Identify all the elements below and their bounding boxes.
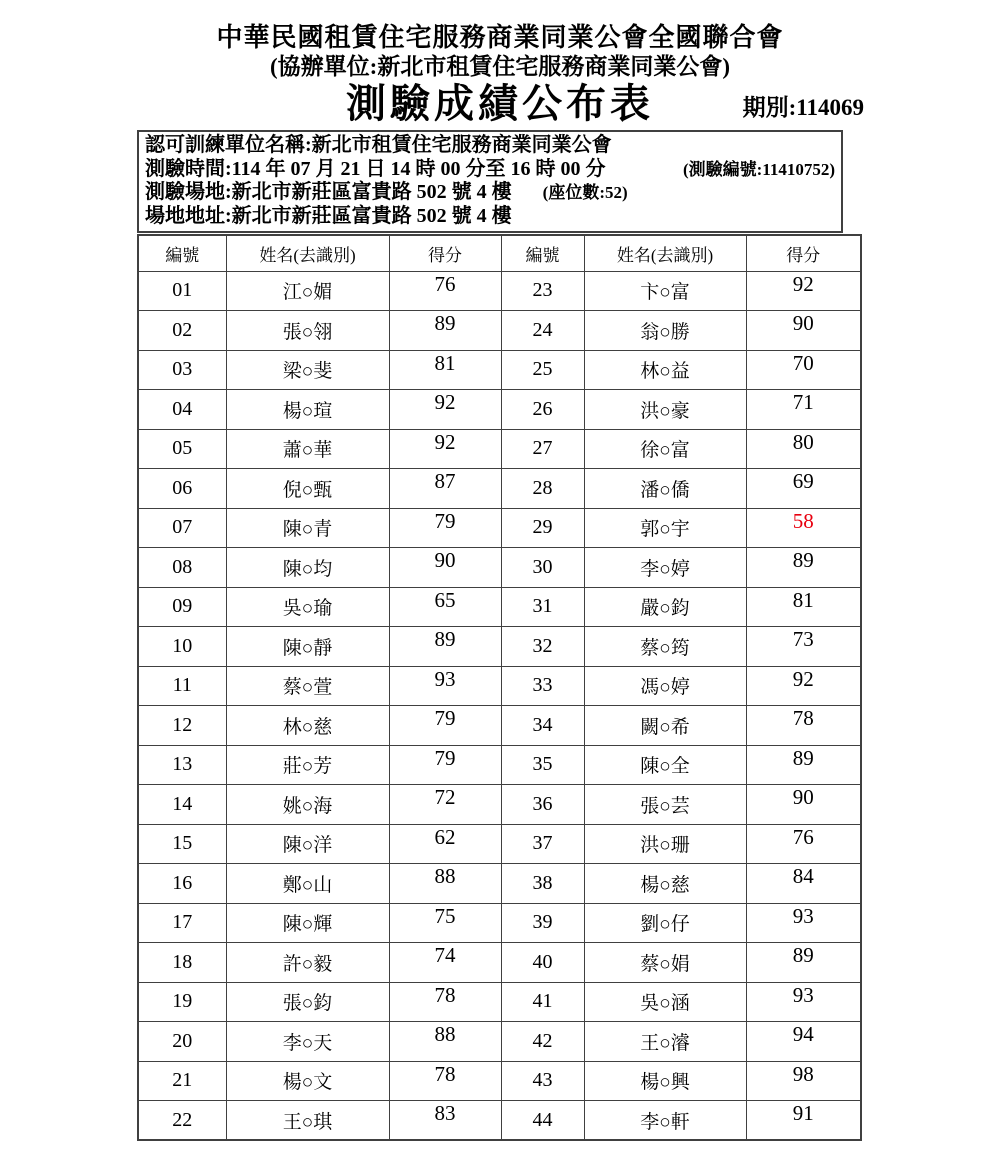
exam-info-box [137, 130, 843, 233]
candidate-name-cell: 吳○瑜 [226, 587, 389, 627]
candidate-no-cell: 42 [501, 1022, 584, 1062]
candidate-no-cell: 07 [138, 508, 226, 548]
score-row [138, 943, 861, 983]
candidate-name-cell: 翁○勝 [584, 311, 746, 351]
candidate-no-cell: 26 [501, 390, 584, 430]
candidate-name-cell: 闕○希 [584, 706, 746, 746]
score-row [138, 508, 861, 548]
candidate-name-cell: 蔡○娟 [584, 943, 746, 983]
score-cell: 92 [389, 390, 501, 430]
score-cell: 90 [389, 548, 501, 588]
score-row [138, 587, 861, 627]
score-cell: 58 [746, 508, 861, 548]
score-row [138, 982, 861, 1022]
score-cell: 89 [746, 548, 861, 588]
candidate-name-cell: 陳○洋 [226, 824, 389, 864]
candidate-name-cell: 許○毅 [226, 943, 389, 983]
candidate-name-cell: 林○益 [584, 350, 746, 390]
col-header-score-left: 得分 [389, 235, 501, 271]
candidate-name-cell: 潘○僑 [584, 469, 746, 509]
candidate-name-cell: 鄭○山 [226, 864, 389, 904]
candidate-name-cell: 劉○仔 [584, 903, 746, 943]
co-organizer-line: (協辦單位:新北市租賃住宅服務商業同業公會) [270, 54, 730, 79]
candidate-no-cell: 24 [501, 311, 584, 351]
candidate-name-cell: 梁○斐 [226, 350, 389, 390]
candidate-no-cell: 25 [501, 350, 584, 390]
candidate-name-cell: 張○芸 [584, 785, 746, 825]
candidate-no-cell: 13 [138, 745, 226, 785]
score-cell: 91 [746, 1101, 861, 1141]
candidate-name-cell: 林○慈 [226, 706, 389, 746]
score-cell: 79 [389, 745, 501, 785]
score-cell: 83 [389, 1101, 501, 1141]
candidate-name-cell: 蔡○筠 [584, 627, 746, 667]
score-table [137, 234, 862, 1141]
candidate-name-cell: 徐○富 [584, 429, 746, 469]
candidate-no-cell: 27 [501, 429, 584, 469]
candidate-no-cell: 02 [138, 311, 226, 351]
score-cell: 79 [389, 508, 501, 548]
candidate-name-cell: 江○媚 [226, 271, 389, 311]
score-row [138, 548, 861, 588]
candidate-name-cell: 嚴○鈞 [584, 587, 746, 627]
candidate-no-cell: 18 [138, 943, 226, 983]
score-cell: 92 [746, 271, 861, 311]
candidate-no-cell: 19 [138, 982, 226, 1022]
score-cell: 84 [746, 864, 861, 904]
score-cell: 74 [389, 943, 501, 983]
score-cell: 81 [389, 350, 501, 390]
score-cell: 70 [746, 350, 861, 390]
exam-time-line [145, 158, 835, 182]
table-header-row [138, 235, 861, 271]
score-row [138, 706, 861, 746]
score-cell: 75 [389, 903, 501, 943]
candidate-no-cell: 35 [501, 745, 584, 785]
candidate-no-cell: 43 [501, 1061, 584, 1101]
score-cell: 92 [746, 666, 861, 706]
seat-count-note: (座位數:52) [542, 183, 628, 202]
score-table-body [138, 271, 861, 1140]
candidate-no-cell: 22 [138, 1101, 226, 1141]
candidate-no-cell: 44 [501, 1101, 584, 1141]
score-row [138, 864, 861, 904]
candidate-name-cell: 吳○涵 [584, 982, 746, 1022]
candidate-name-cell: 蔡○萱 [226, 666, 389, 706]
candidate-name-cell: 陳○全 [584, 745, 746, 785]
score-cell: 90 [746, 311, 861, 351]
score-cell: 89 [389, 627, 501, 667]
score-row [138, 785, 861, 825]
candidate-no-cell: 28 [501, 469, 584, 509]
candidate-no-cell: 29 [501, 508, 584, 548]
candidate-no-cell: 17 [138, 903, 226, 943]
candidate-no-cell: 12 [138, 706, 226, 746]
candidate-no-cell: 31 [501, 587, 584, 627]
title-row [0, 82, 1000, 128]
score-row [138, 469, 861, 509]
exam-venue-text: 測驗場地:新北市新莊區富貴路 502 號 4 樓 [145, 181, 512, 203]
period-label: 期別:114069 [742, 95, 864, 120]
candidate-no-cell: 20 [138, 1022, 226, 1062]
candidate-name-cell: 王○濬 [584, 1022, 746, 1062]
col-header-name-left: 姓名(去識別) [226, 235, 389, 271]
candidate-name-cell: 王○琪 [226, 1101, 389, 1141]
candidate-no-cell: 15 [138, 824, 226, 864]
score-cell: 78 [389, 982, 501, 1022]
score-cell: 79 [389, 706, 501, 746]
candidate-no-cell: 05 [138, 429, 226, 469]
candidate-no-cell: 30 [501, 548, 584, 588]
candidate-name-cell: 楊○慈 [584, 864, 746, 904]
candidate-name-cell: 洪○珊 [584, 824, 746, 864]
training-unit-line: 認可訓練單位名稱:新北市租賃住宅服務商業同業公會 [145, 134, 612, 156]
score-row [138, 1022, 861, 1062]
organization-title: 中華民國租賃住宅服務商業同業公會全國聯合會 [216, 23, 784, 52]
document-header [0, 0, 1000, 128]
candidate-name-cell: 洪○豪 [584, 390, 746, 430]
candidate-name-cell: 楊○文 [226, 1061, 389, 1101]
score-row [138, 666, 861, 706]
candidate-no-cell: 04 [138, 390, 226, 430]
score-cell: 81 [746, 587, 861, 627]
score-cell: 90 [746, 785, 861, 825]
score-cell: 98 [746, 1061, 861, 1101]
exam-venue-line [145, 181, 835, 205]
candidate-name-cell: 卞○富 [584, 271, 746, 311]
candidate-name-cell: 陳○輝 [226, 903, 389, 943]
candidate-name-cell: 陳○均 [226, 548, 389, 588]
candidate-no-cell: 36 [501, 785, 584, 825]
score-row [138, 350, 861, 390]
document-title: 測驗成績公布表 [346, 81, 654, 126]
score-cell: 72 [389, 785, 501, 825]
candidate-name-cell: 李○婷 [584, 548, 746, 588]
candidate-no-cell: 01 [138, 271, 226, 311]
score-cell: 80 [746, 429, 861, 469]
score-cell: 73 [746, 627, 861, 667]
candidate-no-cell: 37 [501, 824, 584, 864]
score-cell: 88 [389, 864, 501, 904]
score-row [138, 627, 861, 667]
score-cell: 87 [389, 469, 501, 509]
candidate-name-cell: 李○軒 [584, 1101, 746, 1141]
col-header-score-right: 得分 [746, 235, 861, 271]
candidate-name-cell: 莊○芳 [226, 745, 389, 785]
candidate-name-cell: 蕭○華 [226, 429, 389, 469]
candidate-name-cell: 張○鈞 [226, 982, 389, 1022]
score-cell: 89 [746, 943, 861, 983]
score-cell: 62 [389, 824, 501, 864]
score-cell: 93 [389, 666, 501, 706]
candidate-name-cell: 李○天 [226, 1022, 389, 1062]
col-header-name-right: 姓名(去識別) [584, 235, 746, 271]
candidate-no-cell: 14 [138, 785, 226, 825]
score-cell: 93 [746, 982, 861, 1022]
candidate-no-cell: 03 [138, 350, 226, 390]
score-cell: 69 [746, 469, 861, 509]
candidate-no-cell: 40 [501, 943, 584, 983]
score-cell: 93 [746, 903, 861, 943]
score-cell: 92 [389, 429, 501, 469]
candidate-name-cell: 陳○靜 [226, 627, 389, 667]
candidate-no-cell: 23 [501, 271, 584, 311]
candidate-no-cell: 09 [138, 587, 226, 627]
score-cell: 76 [389, 271, 501, 311]
candidate-name-cell: 張○翎 [226, 311, 389, 351]
candidate-name-cell: 陳○青 [226, 508, 389, 548]
candidate-no-cell: 21 [138, 1061, 226, 1101]
score-row [138, 271, 861, 311]
candidate-no-cell: 41 [501, 982, 584, 1022]
col-header-no-left: 編號 [138, 235, 226, 271]
score-cell: 76 [746, 824, 861, 864]
candidate-no-cell: 38 [501, 864, 584, 904]
exam-time-text: 測驗時間:114 年 07 月 21 日 14 時 00 分至 16 時 00 分 [145, 157, 606, 180]
candidate-name-cell: 馮○婷 [584, 666, 746, 706]
score-row [138, 1061, 861, 1101]
candidate-name-cell: 倪○甄 [226, 469, 389, 509]
candidate-name-cell: 楊○瑄 [226, 390, 389, 430]
score-cell: 65 [389, 587, 501, 627]
venue-address-line: 場地地址:新北市新莊區富貴路 502 號 4 樓 [145, 204, 512, 227]
candidate-no-cell: 32 [501, 627, 584, 667]
candidate-no-cell: 33 [501, 666, 584, 706]
score-row [138, 745, 861, 785]
col-header-no-right: 編號 [501, 235, 584, 271]
candidate-no-cell: 11 [138, 666, 226, 706]
score-row [138, 429, 861, 469]
exam-code-note: (測驗編號:11410752) [682, 159, 835, 179]
candidate-name-cell: 楊○興 [584, 1061, 746, 1101]
candidate-no-cell: 10 [138, 627, 226, 667]
candidate-name-cell: 郭○宇 [584, 508, 746, 548]
candidate-no-cell: 08 [138, 548, 226, 588]
candidate-no-cell: 06 [138, 469, 226, 509]
score-row [138, 311, 861, 351]
score-cell: 78 [389, 1061, 501, 1101]
score-row [138, 903, 861, 943]
score-cell: 71 [746, 390, 861, 430]
score-row [138, 824, 861, 864]
candidate-name-cell: 姚○海 [226, 785, 389, 825]
score-cell: 88 [389, 1022, 501, 1062]
candidate-no-cell: 34 [501, 706, 584, 746]
score-row [138, 390, 861, 430]
candidate-no-cell: 39 [501, 903, 584, 943]
score-cell: 78 [746, 706, 861, 746]
score-row [138, 1101, 861, 1141]
score-cell: 89 [746, 745, 861, 785]
score-cell: 94 [746, 1022, 861, 1062]
score-cell: 89 [389, 311, 501, 351]
candidate-no-cell: 16 [138, 864, 226, 904]
